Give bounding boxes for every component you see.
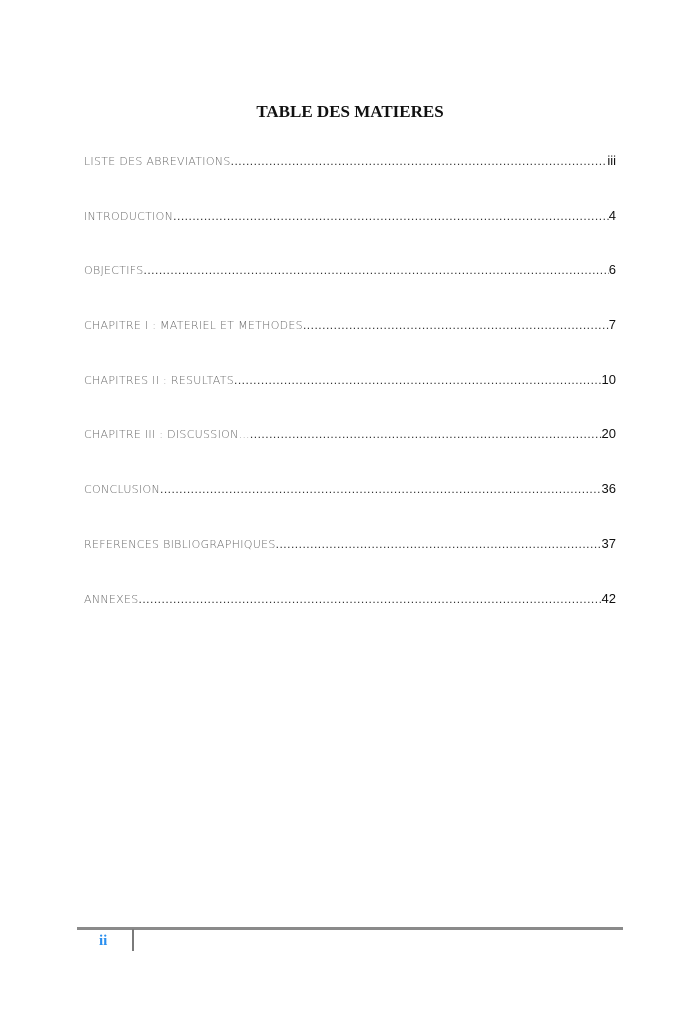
dot-leader	[231, 154, 608, 168]
toc-entry[interactable]	[84, 591, 616, 646]
dot-leader	[144, 263, 609, 277]
toc-entry-label: REFERENCES BIBLIOGRAPHIQUES	[84, 537, 276, 551]
toc-entry-page: 4	[608, 207, 616, 223]
toc-entry-label: ANNEXES	[84, 592, 139, 606]
toc-entry[interactable]	[84, 536, 616, 591]
toc-entry-label: CHAPITRE III : DISCUSSION…	[84, 428, 250, 442]
toc-entry-label: CHAPITRE I : MATERIEL ET METHODES	[84, 319, 303, 333]
footer-rule	[77, 927, 623, 930]
footer-divider	[132, 929, 134, 951]
dot-leader	[234, 373, 602, 387]
toc-entry-label: OBJECTIFS	[84, 264, 144, 278]
toc-entry-page: 20	[601, 426, 616, 442]
toc-entry[interactable]	[84, 153, 616, 208]
toc-entry[interactable]	[84, 262, 616, 317]
footer-page-number: ii	[99, 933, 108, 949]
toc-entry-label: CONCLUSION	[84, 483, 160, 497]
toc-entry-page: 10	[601, 371, 616, 387]
toc-entry-page: 7	[608, 317, 616, 333]
toc-entry-label: LISTE DES ABREVIATIONS	[84, 155, 231, 168]
dot-leader	[160, 482, 602, 496]
dot-leader	[139, 592, 602, 606]
table-of-contents	[84, 153, 616, 645]
dot-leader	[303, 318, 609, 332]
toc-entry-page: 6	[608, 262, 616, 278]
toc-title: TABLE DES MATIERES	[256, 102, 444, 121]
toc-entry-label: CHAPITRES II : RESULTATS	[84, 373, 235, 387]
dot-leader	[276, 537, 602, 551]
toc-entry-page: iii	[607, 153, 616, 168]
toc-entry-page: 37	[601, 535, 616, 551]
toc-entry-page: 42	[601, 590, 616, 606]
toc-entry[interactable]	[84, 372, 616, 427]
toc-entry-label: INTRODUCTION	[84, 209, 174, 223]
dot-leader	[173, 209, 609, 223]
toc-entry[interactable]	[84, 426, 616, 481]
toc-entry[interactable]	[84, 317, 616, 372]
toc-entry[interactable]	[84, 481, 616, 536]
dot-leader	[250, 427, 602, 441]
toc-entry-page: 36	[601, 481, 616, 497]
toc-entry[interactable]	[84, 208, 616, 263]
